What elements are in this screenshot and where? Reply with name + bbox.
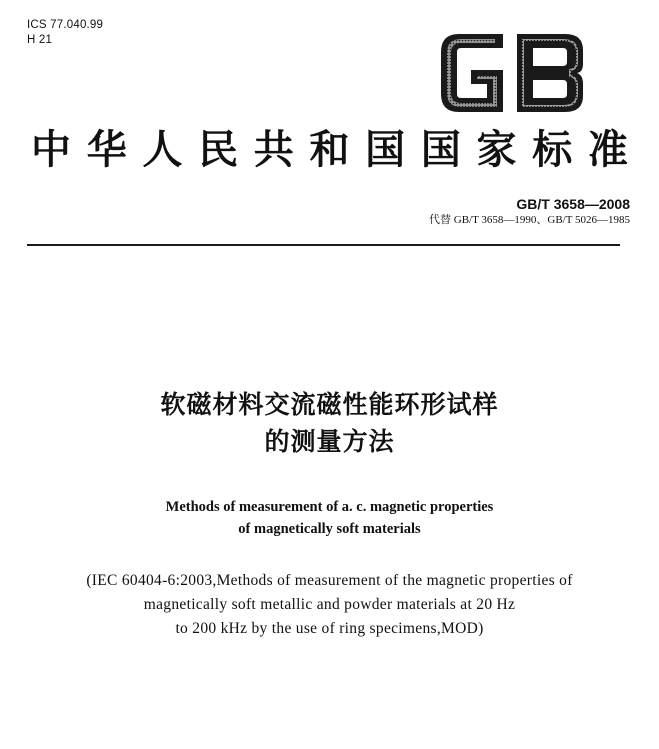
title-char: 民 bbox=[198, 126, 239, 173]
title-char: 中 bbox=[31, 126, 71, 173]
title-char: 华 bbox=[86, 126, 127, 173]
gb-logo bbox=[437, 30, 587, 116]
replaces-standards: 代替 GB/T 3658—1990、GB/T 5026—1985 bbox=[429, 214, 630, 226]
header-divider bbox=[27, 244, 620, 246]
national-standard-title bbox=[27, 128, 632, 172]
title-char: 标 bbox=[532, 126, 573, 173]
chinese-document-title bbox=[0, 386, 659, 460]
title-char: 家 bbox=[476, 126, 517, 173]
chinese-title-line: 的测量方法 bbox=[264, 427, 395, 456]
title-char: 国 bbox=[420, 126, 461, 173]
chinese-title-line: 软磁材料交流磁性能环形试样 bbox=[160, 390, 499, 419]
title-char: 准 bbox=[587, 126, 628, 173]
iec-reference-line: to 200 kHz by the use of ring specimens,MOD) bbox=[175, 620, 484, 637]
ics-code: ICS 77.040.99 bbox=[27, 19, 104, 31]
iec-reference bbox=[0, 569, 659, 641]
standard-number: GB/T 3658—2008 bbox=[516, 196, 630, 212]
iec-reference-line: (IEC 60404-6:2003,Methods of measurement of the magnetic properties of bbox=[86, 572, 573, 589]
english-title-line: Methods of measurement of a. c. magnetic properties bbox=[165, 499, 494, 515]
english-document-title bbox=[0, 496, 659, 540]
title-char: 人 bbox=[142, 126, 183, 173]
title-char: 国 bbox=[365, 126, 406, 173]
iec-reference-line: magnetically soft metallic and powder materials at 20 Hz bbox=[143, 596, 516, 613]
classification-codes bbox=[27, 18, 103, 48]
ccs-code: H 21 bbox=[27, 34, 53, 46]
english-title-line: of magnetically soft materials bbox=[238, 521, 421, 537]
title-char: 共 bbox=[253, 126, 294, 173]
title-char: 和 bbox=[309, 126, 350, 173]
